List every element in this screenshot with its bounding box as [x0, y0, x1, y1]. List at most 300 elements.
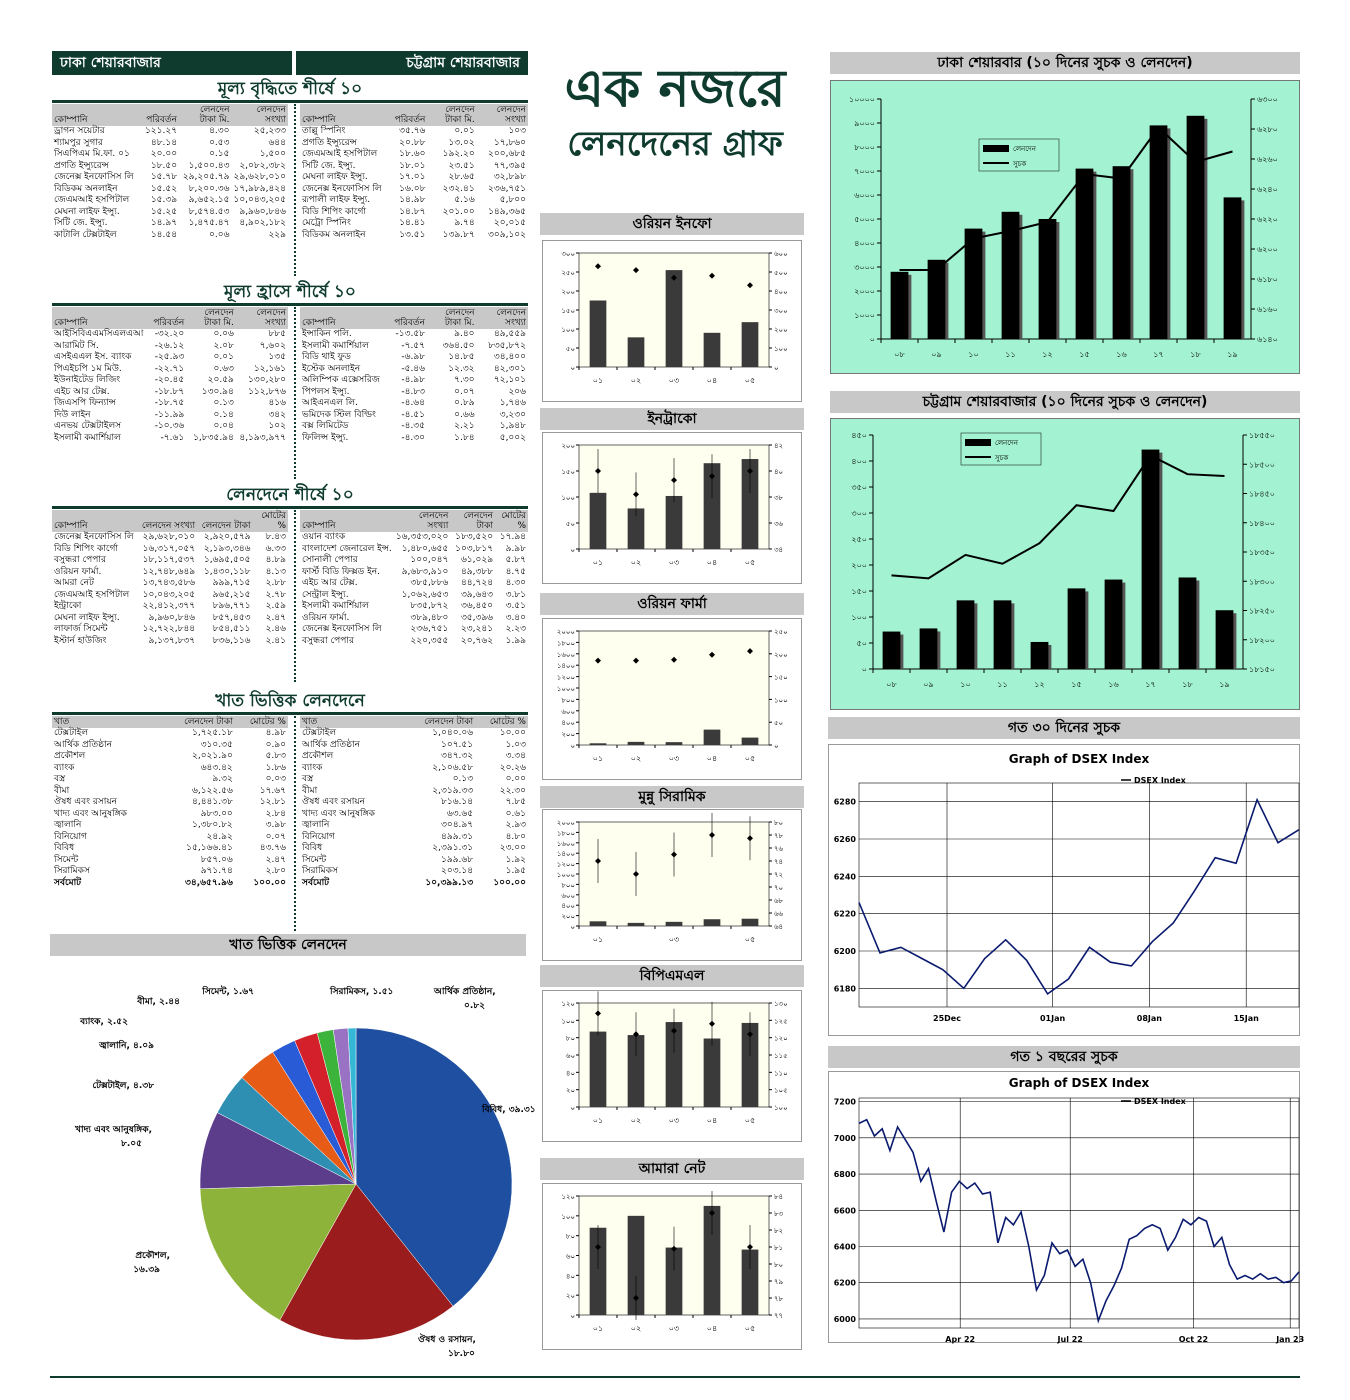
table-cell: সিটি জে. ইন্স্যু. [54, 218, 108, 228]
table-cell: ৩০৯,১০২ [488, 229, 526, 240]
table-cell: ওরিয়ন ফার্মা. [302, 612, 350, 623]
table-cell: ২০৩.১৪ [441, 866, 474, 876]
bar [928, 260, 946, 339]
table-cell: বীমা [54, 785, 70, 796]
table-cell: ১১২,৮৭৬ [248, 386, 286, 397]
table-row [52, 126, 288, 138]
y2-tick-label: ১১৫ [774, 1052, 788, 1060]
table-cell: -৫.৪৬ [401, 363, 425, 374]
y2-tick-label: ৮০ [774, 819, 784, 827]
y2-tick-label: ১১০ [774, 1069, 788, 1078]
dsex30-chart [828, 744, 1300, 1036]
table-cell: ইস্টেক অনলাইন [302, 363, 361, 374]
table-cell: ১০২ [268, 421, 286, 431]
column-header: লেনদেন সংখ্যা [394, 510, 451, 532]
table-cell: ১৪.৪১ [399, 218, 426, 228]
x-tick-label: ০৫ [744, 754, 756, 763]
y-tick-label: 7000 [833, 1133, 856, 1143]
table-row [300, 172, 528, 184]
pie-label: বীমা, ২.৪৪ [137, 997, 180, 1007]
table-row [300, 774, 528, 786]
table-row [52, 341, 288, 353]
y2-tick-label: ১৮৪০০ [1249, 518, 1275, 528]
table-cell: টেক্সটাইল [302, 728, 337, 738]
table-cell: বাংলাদেশ জেনারেল ইন্স. [302, 543, 392, 554]
table-cell: রূপালী লাইফ ইন্স্যু. [302, 195, 371, 205]
column-header: কোম্পানি [300, 510, 394, 532]
table-cell: ব্যাংক [54, 762, 75, 773]
company-chart-header: ওরিয়ন ফার্মা [540, 593, 804, 615]
table-row [52, 728, 288, 740]
x-tick-label: ০২ [630, 558, 642, 567]
turnover-title: লেনদেনে শীর্ষে ১০ [52, 484, 528, 509]
y2-tick-label: ৪২ [774, 442, 784, 450]
table-cell: জ্বালানি [302, 820, 330, 830]
table-cell: ২,৯২০,৫৭৯ [203, 532, 251, 542]
table-cell: ৪.৮০ [505, 831, 526, 842]
table-cell: ১২,১৬১ [253, 363, 286, 374]
company-chart [542, 809, 802, 961]
table-cell: ১৬.০৮ [399, 183, 426, 194]
sector-title: খাত ভিত্তিক লেনদেনে [52, 690, 528, 715]
table-cell: ৪৯,৫৫৯ [493, 329, 526, 339]
bar [742, 919, 759, 926]
y2-tick-label: ৭৪ [774, 858, 784, 866]
pie-label: সিমেন্ট, ১.৬৭ [202, 987, 254, 997]
table-cell: প্রগতি ইন্স্যুরেন্স [54, 160, 109, 171]
table-row [52, 578, 288, 590]
table-cell: লাফার্জ সিমেন্ট [54, 624, 108, 634]
table-row [52, 624, 288, 636]
table-cell: ৫.৮৭ [505, 555, 526, 565]
y-tick-label: 6240 [833, 872, 856, 882]
x-tick-label: ১৮ [1190, 350, 1201, 359]
table-cell: ৬৩.৬৫ [446, 808, 474, 819]
x-tick-label: 08Jan [1136, 1014, 1163, 1023]
x-tick-label: ০৩ [668, 376, 680, 385]
table-cell: ৯৭১.৭৪ [200, 866, 233, 876]
gainers-title: মূল্য বৃদ্ধিতে শীর্ষে ১০ [52, 78, 528, 103]
table-cell: ২৩.০০ [499, 843, 526, 853]
table-cell: ৮৫৪,৫১১ [212, 624, 251, 634]
bar [590, 301, 607, 368]
table-cell: ১৩০.৯৪ [201, 386, 234, 397]
x-tick-label: 25Dec [933, 1014, 961, 1023]
x-tick-label: ০১ [592, 754, 604, 763]
y-tick-label: ১০০ [561, 326, 575, 334]
table-row [300, 578, 528, 590]
pie-label: সিরামিকস, ১.৫১ [330, 987, 394, 997]
table-row [300, 329, 528, 341]
table-cell: ২.৪১ [265, 635, 286, 646]
table-cell: ৩৮৫,৮৮৬ [410, 578, 449, 588]
table-cell: ২.৫৯ [265, 601, 286, 611]
table-row [300, 230, 528, 242]
y-tick-label: ৩০০০ [854, 263, 875, 272]
table-cell: ৪৮.১৪ [150, 137, 178, 148]
table-cell: সিরামিকস [302, 866, 338, 876]
table-cell: ৬৪৪ [268, 137, 286, 148]
plot-frame [859, 783, 1299, 1007]
y2-tick-label: ৮২ [774, 1227, 784, 1235]
x-tick-label: ০৫ [744, 376, 756, 385]
x-tick-label: ০২ [630, 1116, 642, 1125]
bar [1187, 116, 1205, 339]
y-tick-label: ৯০০০ [854, 119, 875, 128]
table-cell: ফার্স্ট বিডি ফিক্সড ইন. [302, 566, 381, 577]
table-cell: পিএইচপি ১ম মিউ. [54, 363, 122, 374]
column-header: লেনদেন সংখ্যা [236, 307, 288, 329]
pie-label: ঔষধ ও রসায়ন, [418, 1335, 476, 1345]
y-tick-label: ১৫০ [561, 307, 575, 315]
x-tick-label: ০৮ [894, 350, 905, 359]
table-header-row [300, 510, 528, 532]
table-cell: ১০৩,৮১৭ [455, 543, 494, 554]
y2-tick-label: ৩৬ [774, 520, 784, 528]
y-tick-label: ০ [570, 742, 575, 750]
table-cell: ০.৬৬ [454, 409, 475, 420]
sector-section [52, 716, 528, 931]
table-cell: জ্বালানি [54, 820, 82, 830]
y2-tick-label: ৬৩০০ [1257, 95, 1278, 104]
x-tick-label: ০১ [592, 1324, 604, 1333]
table-cell: -৭.৬১ [160, 432, 185, 443]
table-cell: ইউনাইটেড লিজিং [54, 375, 121, 385]
table-cell: পিপলস ইন্স্যু. [302, 386, 350, 397]
table-row [52, 184, 288, 196]
y2-tick-label: ৭৬ [774, 845, 784, 853]
table-cell: ২,০২১.৯০ [191, 751, 233, 761]
table-cell: ৪.৭৫ [505, 566, 526, 577]
y-tick-label: ১৮০০ [556, 829, 575, 838]
y2-tick-label: ৩৮ [774, 494, 784, 502]
table-cell: বস্ত্র [302, 774, 314, 784]
y2-tick-label: ০ [774, 364, 779, 372]
table-cell: ৮৮৫ [268, 329, 286, 339]
table-cell: সর্বমোট [302, 877, 330, 888]
table-cell: ১৫,১৬৬.৪১ [186, 843, 233, 853]
pie-label: টেক্সটাইল, ৪.৩৮ [92, 1081, 154, 1091]
legend [979, 139, 1059, 171]
table-cell: অলিম্পিক এক্সেসরিজ [302, 375, 380, 385]
x-tick-label: ১৬ [1116, 350, 1127, 359]
table-cell: -১১.৯৯ [154, 409, 185, 420]
table-cell: ২৩.৫১ [448, 160, 475, 171]
pie-label: প্রকৌশল, [135, 1251, 170, 1261]
table-row [52, 613, 288, 625]
table-cell: ৪,১৯৩,৯৭৭ [239, 432, 286, 443]
table-row [52, 410, 288, 422]
table-row [52, 398, 288, 410]
table-cell: -৪.৮৩ [401, 386, 425, 397]
y2-tick-label: ২০০ [774, 650, 788, 659]
table-cell: কাটালি টেক্সটাইল [54, 229, 117, 240]
table-cell: ১,৪৩০,১১৮ [203, 566, 251, 577]
column-header: লেনদেন টাকা মি. [179, 104, 231, 126]
pie-label: ১৮.৮০ [448, 1349, 475, 1359]
table-cell: ১.৯২ [505, 854, 526, 865]
table-row [52, 532, 288, 544]
table-cell: ১.০৩ [505, 739, 526, 750]
table-cell: ০.১৪ [213, 409, 234, 420]
table-cell: ২০.২৬ [499, 762, 526, 773]
y-tick-label: 6600 [833, 1206, 856, 1216]
table-cell: ১.৯৯ [505, 635, 526, 646]
table-row [52, 195, 288, 207]
table-cell: ০.০৭ [454, 386, 475, 397]
column-header: লেনদেন সংখ্যা [477, 307, 528, 329]
table-cell: -২২.৭১ [154, 363, 185, 374]
y-tick-label: ৫০ [565, 345, 575, 353]
table-cell: ১২১.২৭ [144, 126, 178, 136]
bar [1216, 610, 1234, 669]
y2-tick-label: ১৮২০০ [1249, 635, 1275, 645]
table-cell: ৪১৬ [268, 398, 286, 408]
table-cell: বিডি শিপিং কার্গো [54, 543, 118, 554]
table-cell: ২০.৮৮ [399, 137, 426, 148]
y-tick-label: ২০০ [561, 912, 575, 921]
y-tick-label: ৮০০ [561, 696, 575, 705]
table-cell: -৪.৯৮ [401, 375, 425, 385]
table-cell: ২৩২.৪১ [442, 183, 475, 194]
bar [742, 738, 759, 745]
company-chart [542, 240, 802, 402]
company-chart [542, 990, 802, 1142]
x-tick-label: ০১ [592, 1116, 604, 1125]
table-cell: ১,৭৪৬ [499, 398, 526, 408]
table-cell: ১৬,৩৫৩,০২০ [395, 532, 449, 542]
table-cell: ৩৪২ [268, 409, 286, 420]
table-cell: ০.১৩ [452, 774, 474, 784]
y-tick-label: ৬০০ [561, 891, 575, 900]
turnover-section [52, 510, 528, 682]
y-tick-label: ১০০ [851, 613, 867, 622]
table-row [300, 728, 528, 740]
table-cell: আরামিট সি. [54, 340, 99, 351]
table-cell: ২.০৮ [213, 340, 234, 351]
bar [1068, 588, 1086, 669]
table-cell: ২২.৩০ [499, 785, 526, 796]
table-cell: ৩২,৮৯৮ [493, 172, 526, 182]
table-cell: ২৩,২৪১ [460, 624, 494, 634]
table-cell: -১০.৩৬ [154, 421, 185, 431]
table-cell: ১৫.৭৮ [150, 172, 178, 182]
table-cell: ০.০১ [454, 126, 475, 136]
table-cell: ১০,৩৯৯.১৩ [425, 877, 474, 888]
table-cell: খাদ্য এবং আনুষঙ্গিক [302, 808, 375, 819]
table-cell: ভমিদেক স্টিল বিল্ডিং [302, 409, 376, 420]
table-cell: বিডিকম অনলাইন [54, 183, 118, 194]
table-row [52, 636, 288, 648]
y-tick-label: ০ [570, 1104, 575, 1112]
table-cell: ৫,০০২ [499, 432, 526, 443]
table-cell: ৫,৮০০ [499, 195, 526, 205]
table-cell: ১.৮৪ [454, 432, 475, 443]
company-chart [542, 618, 802, 780]
table-cell: এইচ আর টেক্স. [54, 386, 110, 397]
y-tick-label: ০ [570, 364, 575, 372]
table-cell: আইএনএল লি. [302, 398, 358, 408]
table-cell: ২.৮০ [265, 866, 286, 876]
y2-tick-label: ১০০ [774, 1104, 788, 1112]
table-cell: ২৮.৬৫ [448, 172, 475, 182]
y2-tick-label: ৭৮ [774, 832, 784, 840]
table-row [300, 763, 528, 775]
pie-label: জ্বালানি, ৪.০৯ [99, 1041, 154, 1051]
bar [590, 493, 607, 549]
table-row [52, 329, 288, 341]
y-tick-label: ৪৫০ [851, 431, 867, 440]
table-row [52, 567, 288, 579]
y-tick-label: ২০ [565, 1086, 575, 1095]
table-row [52, 786, 288, 798]
x-tick-label: ০২ [630, 376, 642, 385]
table-cell: জেনেক্স ইনফোসিস লি [54, 532, 134, 542]
y2-tick-label: ৬১৪০ [1257, 335, 1278, 344]
table-cell: ১৮.০১ [399, 160, 426, 171]
table-row [300, 751, 528, 763]
y2-tick-label: ৮৩ [774, 1210, 784, 1218]
table-cell: ৯,৬৮৩,৯১০ [401, 566, 449, 577]
table-cell: সিমেন্ট [54, 854, 79, 865]
table-cell: ৪২,৩০১ [493, 363, 526, 374]
table-row [52, 230, 288, 242]
y2-tick-label: ৬২৬০ [1257, 155, 1278, 164]
y-tick-label: ৩০০ [851, 509, 867, 518]
x-tick-label: ১৭ [1145, 680, 1156, 689]
table-row [52, 809, 288, 821]
legend-label: DSEX Index [1134, 1097, 1186, 1106]
table-cell: ১৩,৭৪৩,৫৮৬ [142, 578, 196, 588]
dsex1y-header: গত ১ বছরের সুচক [828, 1046, 1300, 1068]
y-tick-label: ২০০ [561, 442, 575, 450]
y2-tick-label: ৭০ [774, 884, 784, 892]
y2-tick-label: ১৮৫৫০ [1249, 431, 1275, 440]
y-tick-label: ৪০ [565, 1272, 575, 1281]
x-tick-label: ১১ [997, 680, 1008, 689]
table-cell: ১২,৭৪৮,৬৪৯ [142, 566, 196, 577]
losers-dhaka-table [52, 307, 288, 444]
table-cell: ৯৯৯,৭১৫ [212, 578, 251, 588]
table-cell: ০.৮৯ [454, 398, 475, 408]
y-tick-label: 6000 [833, 1314, 856, 1324]
y2-tick-label: ৬৬ [774, 910, 784, 918]
table-row [52, 774, 288, 786]
table-cell: ৩.৪০ [505, 612, 526, 623]
column-header: খাত [300, 716, 413, 728]
table-cell: ৯,৯৬০,৮৪৬ [239, 206, 286, 217]
table-row [52, 172, 288, 184]
table-cell: ১০০,০৪৭ [410, 555, 449, 565]
table-cell: ৮৩৬,১১৬ [212, 635, 251, 646]
table-row [300, 590, 528, 602]
table-cell: -৪.৬৪ [401, 398, 425, 408]
gainers-ctg-table [300, 104, 528, 241]
table-cell: ৫.৮৩ [265, 751, 286, 761]
ctg-market-header: চট্টগ্রাম শেয়ারবাজার [296, 51, 528, 75]
bar [628, 923, 645, 926]
table-cell: ১০,০৪৩,২০৫ [142, 589, 196, 600]
table-row [300, 809, 528, 821]
x-tick-label: ০২ [630, 754, 642, 763]
table-cell: ১৪.৮৫ [448, 352, 475, 362]
table-row [52, 832, 288, 844]
x-tick-label: ০৪ [706, 558, 718, 567]
table-cell: ৮,২০০.৩৬ [188, 183, 230, 194]
table-cell: -২০.৪৫ [154, 375, 185, 385]
table-cell: ২,৩১৯.৩৩ [432, 785, 474, 796]
column-header: পরিবর্তন [387, 104, 428, 126]
table-cell: ২৯,২০৫.৭৯ [182, 172, 230, 182]
pie-label: ব্যাংক, ২.৫২ [80, 1017, 128, 1027]
table-cell: ৬,১২২.৫৬ [191, 785, 233, 796]
bar [666, 742, 683, 745]
table-row [300, 866, 528, 878]
column-header: লেনদেন টাকা [413, 716, 475, 728]
table-cell: ১,৫০০ [259, 149, 286, 159]
bottom-rule [50, 1376, 1300, 1378]
sector-dhaka-table [52, 716, 288, 889]
company-chart-header: বিপিএমএল [540, 965, 804, 987]
table-cell: ৯,৯৬০,৮৪৬ [148, 612, 196, 623]
y2-tick-label: ১২৫ [774, 1017, 788, 1026]
losers-ctg-table [300, 307, 528, 444]
dsex1y-chart [828, 1071, 1305, 1344]
x-tick-label: ১১ [1005, 350, 1016, 359]
table-cell: ৪.৮৯ [265, 555, 286, 565]
table-cell: ৪৯৯.৩১ [441, 831, 474, 842]
table-cell: ০.৫৩ [209, 137, 230, 148]
table-cell: ইসলামী কমার্শিয়াল [54, 432, 121, 443]
bar [1224, 197, 1242, 339]
table-cell: ২.৪৭ [265, 854, 286, 865]
table-cell: ১,০৬২,৬৫৩ [401, 589, 449, 600]
table-cell: জেএমআই হসপিটাল [302, 149, 378, 159]
y-tick-label: ৬০ [565, 1252, 575, 1261]
table-cell: ০.১৩ [213, 398, 234, 408]
table-row [52, 375, 288, 387]
column-header: লেনদেন টাকা মি. [427, 104, 476, 126]
table-cell: তাল্লু স্পিনিং [302, 126, 346, 136]
table-cell: আমরা নেট [54, 578, 94, 588]
table-row [52, 820, 288, 832]
x-tick-label: ০১ [592, 558, 604, 567]
x-tick-label: ০৪ [706, 1116, 718, 1125]
table-cell: ইন্ট্রাকো [54, 601, 82, 611]
table-cell: প্রকৌশল [302, 751, 334, 761]
y-tick-label: ৪০০ [851, 457, 867, 466]
table-row [52, 866, 288, 878]
bar [666, 922, 683, 926]
column-header: কোম্পানি [300, 104, 387, 126]
table-cell: ২.৪৬ [265, 624, 286, 634]
table-cell: সোনালী পেপার [302, 555, 358, 565]
table-cell: ৭,৬০২ [259, 340, 286, 351]
y2-tick-label: ৬২২০ [1257, 215, 1278, 224]
column-header: লেনদেন টাকা [169, 716, 235, 728]
company-chart [542, 1183, 802, 1350]
table-cell: সেন্ট্রাল ইন্স্যু. [302, 589, 349, 600]
table-cell: ১৯২.২০ [442, 149, 475, 159]
y-tick-label: 6260 [833, 835, 856, 844]
y-tick-label: 7200 [833, 1097, 856, 1107]
pie-label: আর্থিক প্রতিষ্ঠান, [434, 987, 496, 997]
losers-section [52, 307, 528, 479]
table-cell: ৭.৮৫ [505, 797, 526, 807]
table-row [300, 601, 528, 613]
table-row [52, 601, 288, 613]
table-row [300, 352, 528, 364]
